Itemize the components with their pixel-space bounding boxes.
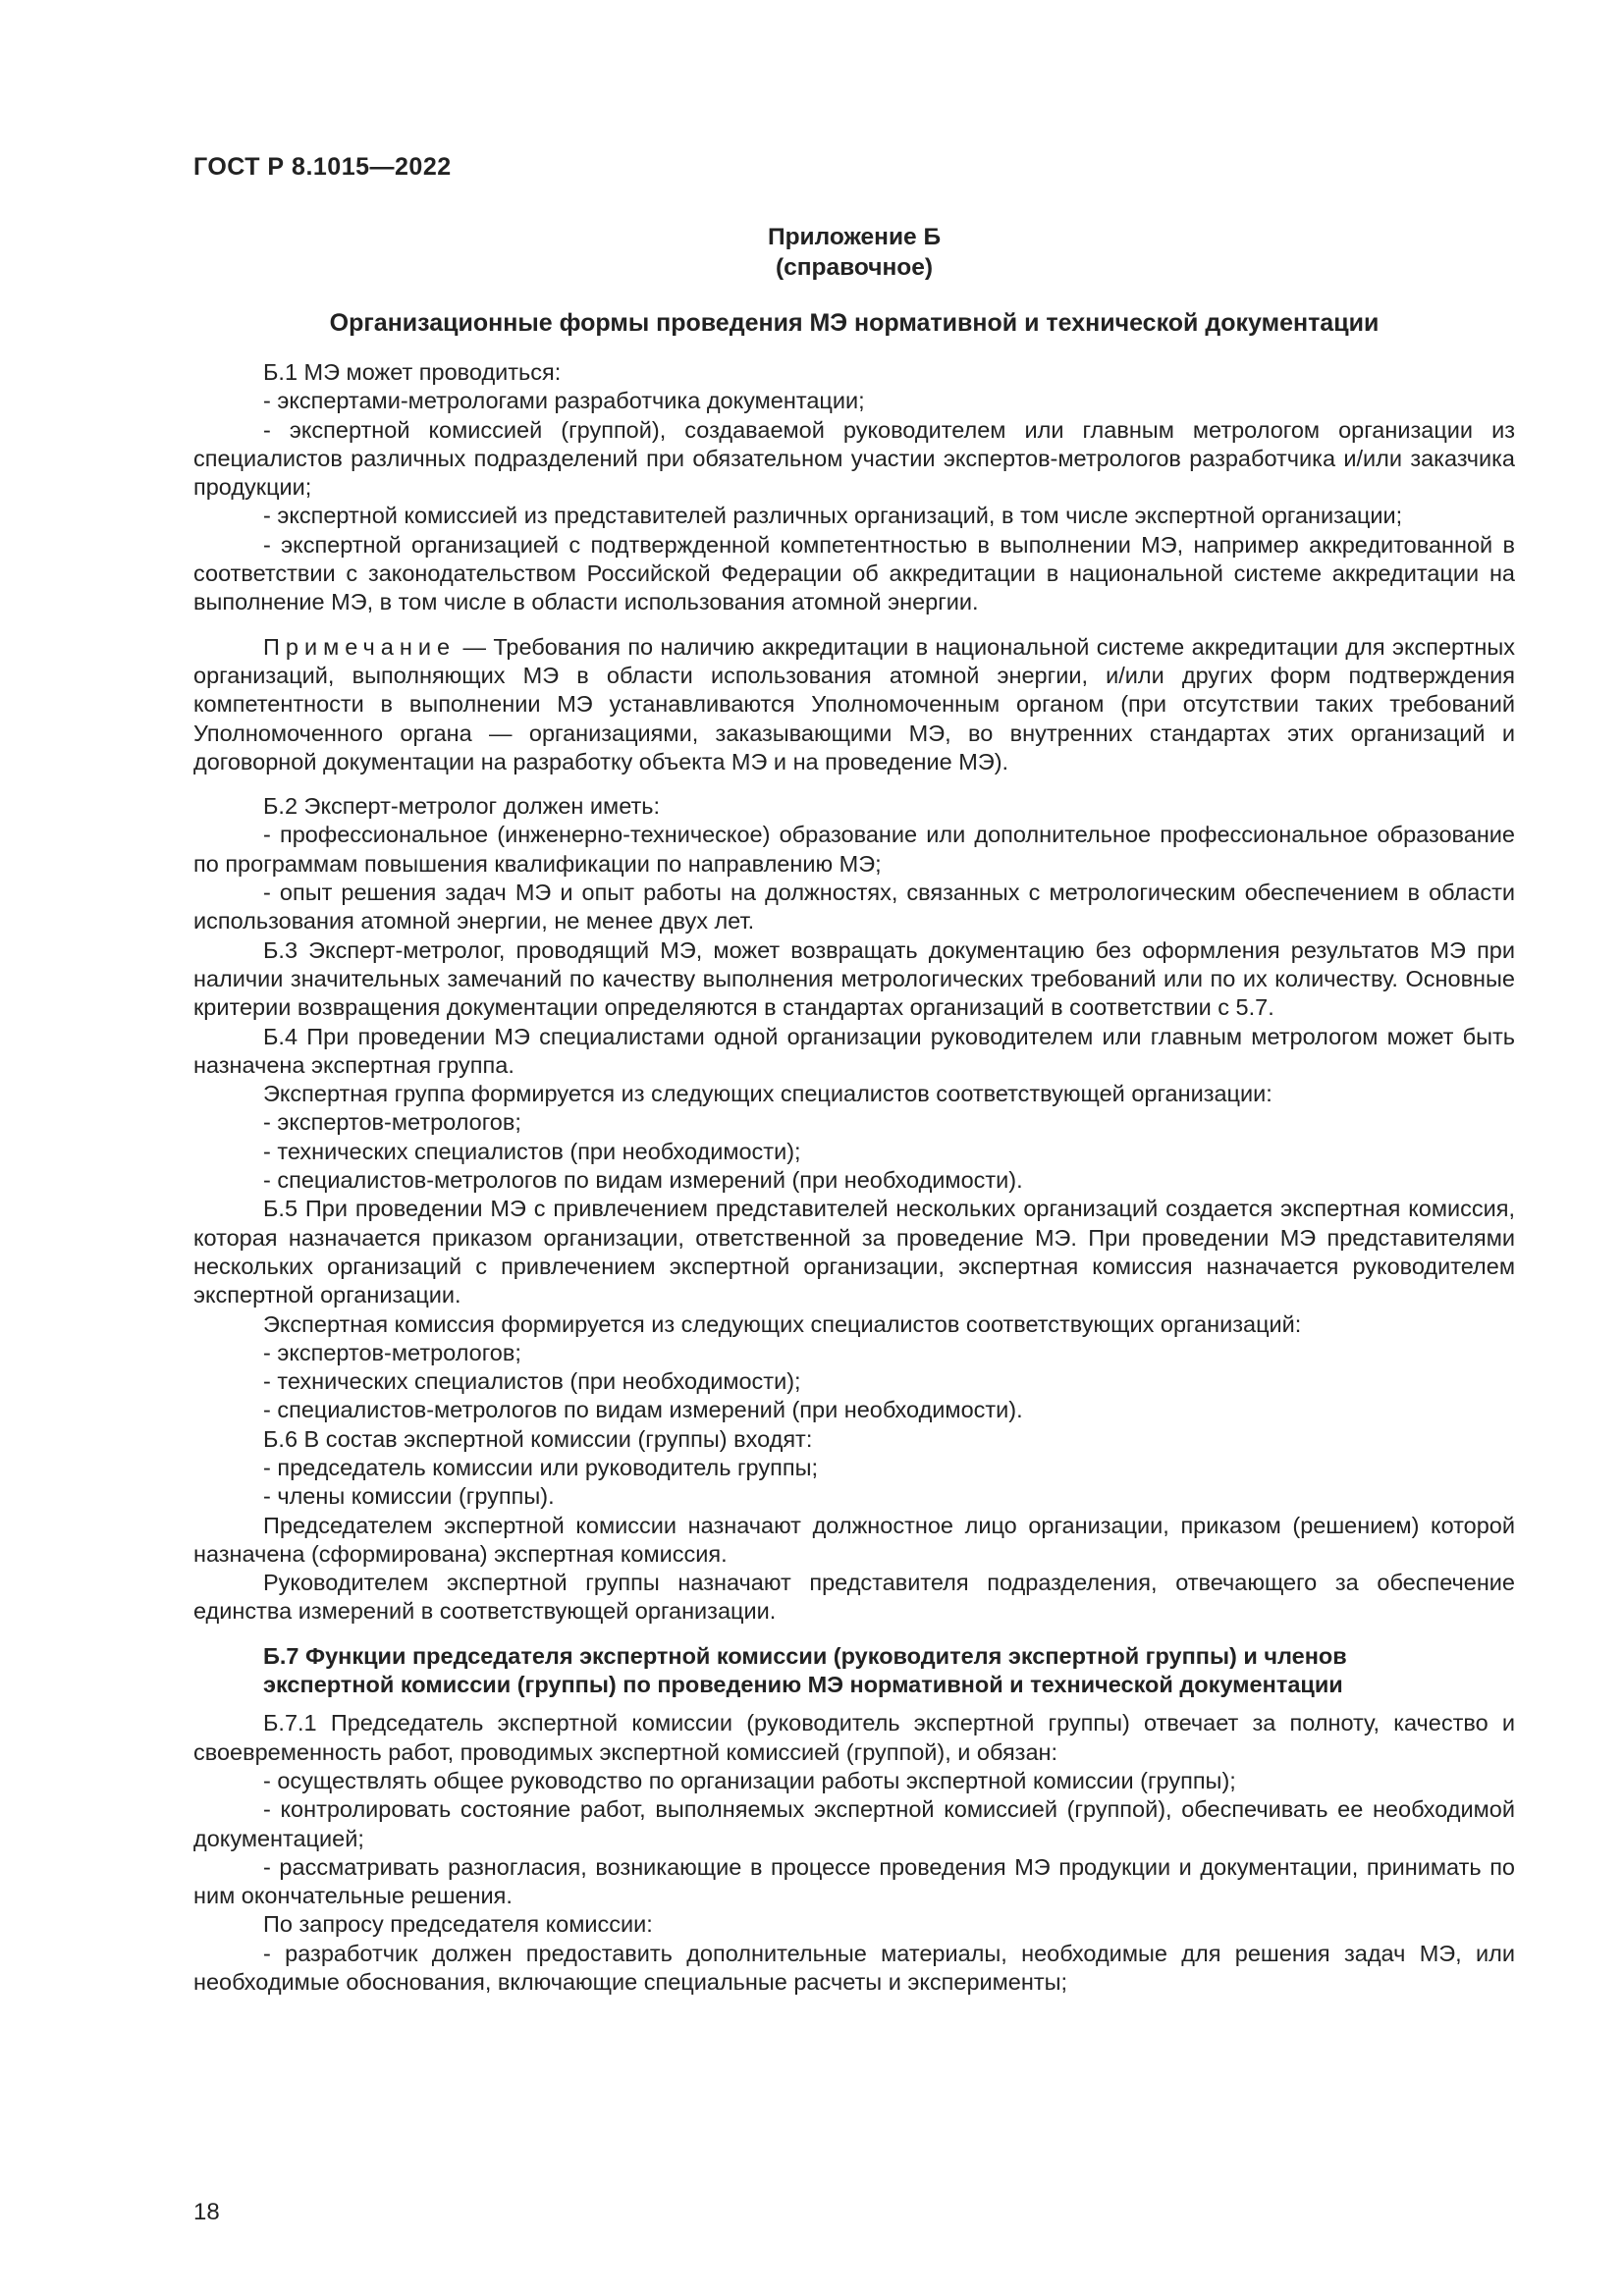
- page-number: 18: [193, 2199, 220, 2225]
- list-item: - специалистов-метрологов по видам измерений (при необходимости).: [263, 1397, 1023, 1423]
- list-item: - осуществлять общее руководство по организации работы экспертной комиссии (группы);: [263, 1767, 1236, 1793]
- paragraph: Б.7.1 Председатель экспертной комиссии (руководитель экспертной группы) отвечает за полноту, качество и своевременность работ, проводимых экспертной комиссией (группой), и обязан:: [193, 1710, 1515, 1765]
- section-b7-title-line2: экспертной комиссии (группы) по проведению МЭ нормативной и технической документации: [263, 1672, 1343, 1698]
- paragraph: Б.6 В состав экспертной комиссии (группы) входят:: [263, 1425, 813, 1452]
- note-label: Примечание: [263, 633, 457, 660]
- note-paragraph: [193, 633, 1515, 776]
- list-item: - председатель комиссии или руководитель группы;: [263, 1454, 818, 1480]
- paragraph: Б.1 МЭ может проводиться:: [263, 359, 562, 385]
- list-item: - экспертами-метрологами разработчика документации;: [263, 388, 865, 414]
- page-body: [193, 222, 1515, 1997]
- note-text: — Требования по наличию аккредитации в национальной системе аккредитации для экспертных организаций, выполняющих МЭ в области использования атомной энергии, и/или других форм подтверждения компетентности в выполнении МЭ устанавливаются Уполномоченным органом (при отсутствии таких требований Уполномоченного органа — организациями, заказывающими МЭ, во внутренних стандартах этих организаций и договорной документации на разработку объекта МЭ и на проведение МЭ).: [193, 633, 1515, 774]
- appendix-label: Приложение Б: [767, 224, 942, 250]
- list-item: - специалистов-метрологов по видам измерений (при необходимости).: [263, 1167, 1023, 1194]
- list-item: - технических специалистов (при необходимости);: [263, 1138, 801, 1164]
- list-item: - профессиональное (инженерно-техническое) образование или дополнительное профессиональное образование по программам повышения квалификации по направлению МЭ;: [193, 822, 1515, 877]
- section-b7-heading: [193, 1642, 1515, 1700]
- paragraph: Экспертная комиссия формируется из следующих специалистов соответствующих организаций:: [263, 1310, 1302, 1337]
- section-b7-title-line1: Б.7 Функции председателя экспертной комиссии (руководителя экспертной группы) и членов: [263, 1642, 1347, 1669]
- list-item: - контролировать состояние работ, выполняемых экспертной комиссией (группой), обеспечивать ее необходимой документацией;: [193, 1796, 1515, 1851]
- list-item: - технических специалистов (при необходимости);: [263, 1368, 801, 1395]
- list-item: - экспертной комиссией (группой), создаваемой руководителем или главным метрологом организации из специалистов различных подразделений при обязательном участии экспертов-метрологов разработчика и/или заказчика продукции;: [193, 416, 1515, 501]
- list-item: - члены комиссии (группы).: [263, 1483, 555, 1510]
- list-item: - опыт решения задач МЭ и опыт работы на должностях, связанных с метрологическим обеспечением в области использования атомной энергии, не менее двух лет.: [193, 880, 1515, 934]
- paragraph: Руководителем экспертной группы назначают представителя подразделения, отвечающего за обеспечение единства измерений в соответствующей организации.: [193, 1570, 1515, 1625]
- appendix-title: Организационные формы проведения МЭ нормативной и технической документации: [329, 309, 1380, 337]
- paragraph: Б.3 Эксперт-метролог, проводящий МЭ, может возвращать документацию без оформления результатов МЭ при наличии значительных замечаний по качеству выполнения метрологических требований или по их количеству. Основные критерии возвращения документации определяются в стандартах организаций в соответствии с 5.7.: [193, 936, 1515, 1021]
- paragraph: Б.5 При проведении МЭ с привлечением представителей нескольких организаций создается экспертная комиссия, которая назначается приказом организации, ответственной за проведение МЭ. При проведении МЭ представителями нескольких организаций с привлечением экспертной организации, экспертная комиссия назначается руководителем экспертной организации.: [193, 1196, 1515, 1308]
- paragraph: Председателем экспертной комиссии назначают должностное лицо организации, приказом (решением) которой назначена (сформирована) экспертная комиссия.: [193, 1512, 1515, 1567]
- list-item: - рассматривать разногласия, возникающие в процессе проведения МЭ продукции и документации, принимать по ним окончательные решения.: [193, 1853, 1515, 1909]
- list-item: - экспертной комиссией из представителей различных организаций, в том числе экспертной организации;: [263, 503, 1403, 529]
- paragraph: Б.2 Эксперт-метролог должен иметь:: [263, 793, 661, 820]
- paragraph: Б.4 При проведении МЭ специалистами одной организации руководителем или главным метрологом может быть назначена экспертная группа.: [193, 1023, 1515, 1078]
- paragraph: Экспертная группа формируется из следующих специалистов соответствующей организации:: [263, 1081, 1272, 1107]
- document-code-header: ГОСТ Р 8.1015—2022: [193, 153, 452, 181]
- list-item: - экспертной организацией с подтвержденной компетентностью в выполнении МЭ, например аккредитованной в соответствии с законодательством Российской Федерации об аккредитации в национальной системе аккредитации на выполнение МЭ, в том числе в области использования атомной энергии.: [193, 531, 1515, 615]
- appendix-kind: (справочное): [775, 254, 934, 281]
- list-item: - экспертов-метрологов;: [263, 1109, 521, 1136]
- list-item: - экспертов-метрологов;: [263, 1339, 521, 1365]
- appendix-heading: [193, 222, 1515, 283]
- list-item: - разработчик должен предоставить дополнительные материалы, необходимые для решения задач МЭ, или необходимые обоснования, включающие специальные расчеты и эксперименты;: [193, 1940, 1515, 1996]
- paragraph: По запросу председателя комиссии:: [263, 1911, 653, 1938]
